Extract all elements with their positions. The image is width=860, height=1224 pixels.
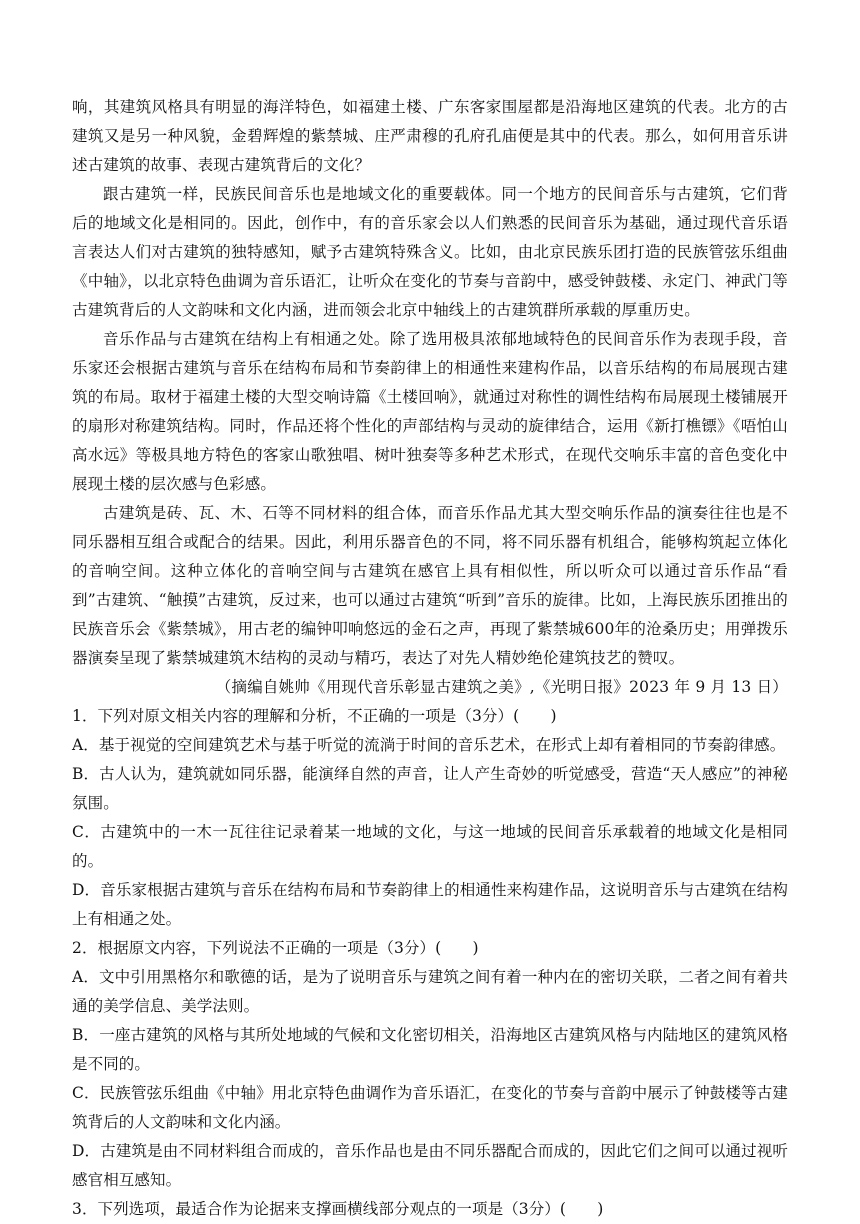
option-b: B．一座古建筑的风格与其所处地域的气候和文化密切相关，沿海地区古建筑风格与内陆地区的建筑风格是不同的。 bbox=[72, 1026, 788, 1073]
option-c: C．古建筑中的一木一瓦往往记录着某一地域的文化，与这一地域的民间音乐承载着的地域文化是相同的。 bbox=[72, 823, 788, 870]
question-2 bbox=[72, 934, 788, 1195]
option-a: A．基于视觉的空间建筑艺术与基于听觉的流淌于时间的音乐艺术，在形式上却有着相同的节奏韵律感。 bbox=[72, 736, 786, 754]
option-b: B．古人认为，建筑就如同乐器，能演绎自然的声音，让人产生奇妙的听觉感受，营造“天人感应”的神秘氛围。 bbox=[72, 765, 788, 812]
option-a: A．文中引用黑格尔和歌德的话，是为了说明音乐与建筑之间有着一种内在的密切关联，二者之间有着共通的美学信息、美学法则。 bbox=[72, 968, 788, 1015]
article-paragraph-4: 古建筑是砖、瓦、木、石等不同材料的组合体，而音乐作品尤其大型交响乐作品的演奏往往也是不同乐器相互组合或配合的结果。因此，利用乐器音色的不同，将不同乐器有机组合，能够构筑起立体化的音响空间。这种立体化的音响空间与古建筑在感官上具有相似性，所以听众可以通过音乐作品“看到”古建筑、“触摸”古建筑，反过来，也可以通过古建筑“听到”音乐的旋律。比如，上海民族乐团推出的民族音乐会《紫禁城》，用古老的编钟叩响悠远的金石之声，再现了紫禁城600年的沧桑历史；用弹拨乐器演奏呈现了紫禁城建筑木结构的灵动与精巧，表达了对先人精妙绝伦建筑技艺的赞叹。 bbox=[72, 504, 788, 667]
article-paragraph-2: 跟古建筑一样，民族民间音乐也是地域文化的重要载体。同一个地方的民间音乐与古建筑，它们背后的地域文化是相同的。因此，创作中，有的音乐家会以人们熟悉的民间音乐为基础，通过现代音乐语言表达人们对古建筑的独特感知，赋予古建筑特殊含义。比如，由北京民族乐团打造的民族管弦乐组曲《中轴》，以北京特色曲调为音乐语汇，让听众在变化的节奏与音韵中，感受钟鼓楼、永定门、神武门等古建筑背后的人文韵味和文化内涵，进而领会北京中轴线上的古建筑群所承载的厚重历史。 bbox=[72, 185, 788, 319]
question-1 bbox=[72, 702, 788, 934]
article-paragraph-3: 音乐作品与古建筑在结构上有相通之处。除了选用极具浓郁地域特色的民间音乐作为表现手段，音乐家还会根据古建筑与音乐在结构布局和节奏韵律上的相通性来建构作品，以音乐结构的布局展现古建筑的布局。取材于福建土楼的大型交响诗篇《土楼回响》，就通过对称性的调性结构布局展现土楼铺展开的扇形对称建筑结构。同时，作品还将个性化的声部结构与灵动的旋律结合，运用《新打樵镖》《唔怕山高水远》等极具地方特色的客家山歌独唱、树叶独奏等多种艺术形式，在现代交响乐丰富的音色变化中展现土楼的层次感与色彩感。 bbox=[72, 330, 788, 493]
question-3 bbox=[72, 1195, 788, 1224]
article-paragraph-1: 响，其建筑风格具有明显的海洋特色，如福建土楼、广东客家围屋都是沿海地区建筑的代表。北方的古建筑又是另一种风貌，金碧辉煌的紫禁城、庄严肃穆的孔府孔庙便是其中的代表。那么，如何用音乐讲述古建筑的故事、表现古建筑背后的文化？ bbox=[72, 98, 788, 174]
article-source: （摘编自姚帅《用现代音乐彰显古建筑之美》,《光明日报》2023 年 9 月 13 日） bbox=[215, 678, 788, 696]
question-stem: 2．根据原文内容，下列说法不正确的一项是（3分）( ) bbox=[72, 939, 479, 957]
option-d: D．音乐家根据古建筑与音乐在结构布局和节奏韵律上的相通性来构建作品，这说明音乐与古建筑在结构上有相通之处。 bbox=[72, 881, 788, 928]
option-c: C．民族管弦乐组曲《中轴》用北京特色曲调作为音乐语汇，在变化的节奏与音韵中展示了钟鼓楼等古建筑背后的人文韵味和文化内涵。 bbox=[72, 1084, 788, 1131]
question-stem: 3．下列选项，最适合作为论据来支撑画横线部分观点的一项是（3分）( ) bbox=[72, 1200, 604, 1218]
question-stem: 1．下列对原文相关内容的理解和分析，不正确的一项是（3分）( ) bbox=[72, 707, 557, 725]
document-page bbox=[72, 93, 788, 1224]
option-d: D．古建筑是由不同材料组合而成的，音乐作品也是由不同乐器配合而成的，因此它们之间可以通过视听感官相互感知。 bbox=[72, 1142, 788, 1189]
